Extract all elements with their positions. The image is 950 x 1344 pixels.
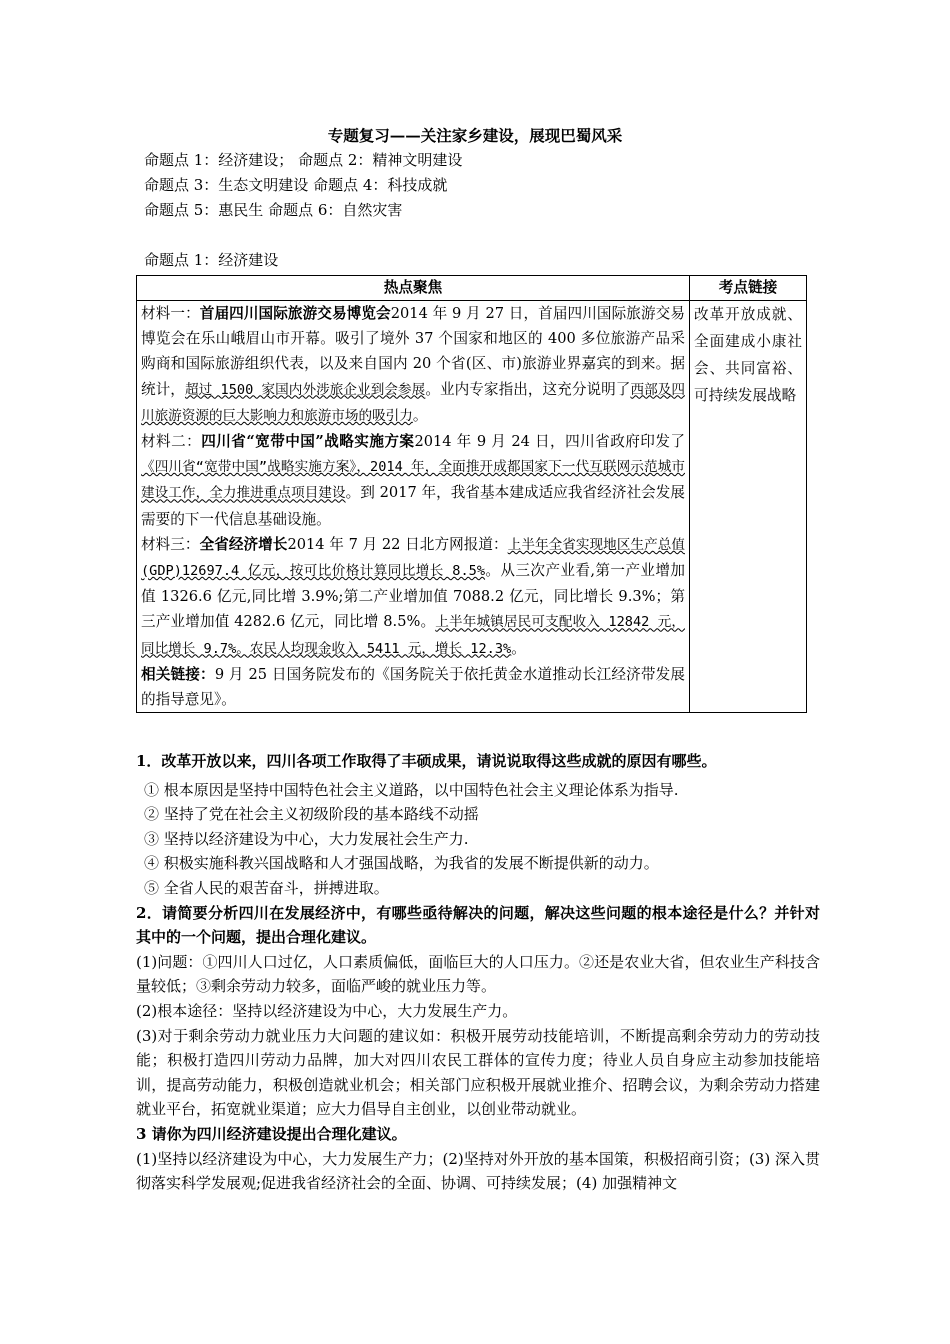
material-topic: 首届四川国际旅游交易博览会 — [199, 305, 391, 322]
answer-item: (3)对于剩余劳动力就业压力大问题的建议如：积极开展劳动技能培训，不断提高剩余劳动力的劳动技能；积极打造四川劳动力品牌，加大对四川农民工群体的宣传力度；待业人员自身应主动参加技能培训，提高劳动能力，积极创造就业机会；相关部门应积极开展就业推介、招聘会议，为剩余劳动力搭建就业平台，拓宽就业渠道；应大力倡导自主创业，以创业带动就业。 — [136, 1026, 820, 1119]
answer-item: ① 根本原因是坚持中国特色社会主义道路，以中国特色社会主义理论体系为指导. — [144, 780, 679, 799]
underlined-text: 《四川省“宽带中国”战略实施方案》，2014 年，全面推开成都国家下一代互联网示范城市建设工作，全力推进重点项目建设 — [141, 459, 685, 502]
material-label: 材料三： — [141, 535, 200, 553]
underlined-text: 超过 1500 家国内外涉旅企业到会参展 — [184, 381, 426, 398]
question-2: 2．请简要分析四川在发展经济中，有哪些亟待解决的问题，解决这些问题的根本途径是什么？并针对其中的一个问题，提出合理化建议。 — [136, 903, 820, 947]
underlined-text: 上半年全省实现地区生产总值(GDP)12697.4 亿元，按可比价格计算同比增长 8.5% — [141, 536, 685, 580]
topic-point-line: 命题点 1：经济建设； 命题点 2：精神文明建设 — [144, 151, 463, 169]
answer-item: ⑤ 全省人民的艰苦奋斗，拼搏进取。 — [144, 878, 389, 897]
underlined-text: 上半年城镇居民可支配收入 12842 元，同比增长 9.7%。农民人均现金收入 5411 元，增长 12.3% — [141, 614, 685, 657]
answer-item: ③ 坚持以经济建设为中心，大力发展社会生产力. — [144, 829, 469, 848]
material-text: 。 — [412, 406, 428, 424]
material-1 — [141, 301, 685, 429]
material-topic: 全省经济增长 — [199, 535, 288, 553]
answer-item: ④ 积极实施科教兴国战略和人才强国战略，为我省的发展不断提供新的动力。 — [144, 854, 659, 873]
material-text: 。到 2017 年，我省基本建成适应我省经济社会发展需要的下一代信息基础设施。 — [141, 484, 685, 528]
topic-point-line: 命题点 3：生态文明建设 命题点 4：科技成就 — [144, 176, 448, 194]
topic-point-line: 命题点 5：惠民生 命题点 6：自然灾害 — [144, 201, 403, 219]
answer-item: ② 坚持了党在社会主义初级阶段的基本路线不动摇 — [144, 805, 479, 824]
question-1: 1．改革开放以来，四川各项工作取得了丰硕成果，请说说取得这些成就的原因有哪些。 — [136, 752, 717, 770]
hot-focus-header: 热点聚焦 — [137, 276, 690, 301]
answer-item: (1)问题：①四川人口过亿，人口素质偏低，面临巨大的人口压力。②还是农业大省，但农业生产科技含量较低；③剩余劳动力较多，面临严峻的就业压力等。 — [136, 952, 820, 996]
materials-cell — [137, 301, 690, 713]
questions-section — [136, 749, 820, 1196]
hot-topics-table — [136, 275, 807, 713]
related-text: 9 月 25 日国务院发布的《国务院关于依托黄金水道推动长江经济带发展的指导意见》。 — [141, 665, 685, 709]
material-2 — [141, 429, 685, 532]
exam-link-header: 考点链接 — [690, 276, 807, 301]
material-text: 。业内专家指出，这充分说明了 — [425, 380, 631, 398]
material-label: 材料一： — [141, 305, 200, 322]
table-header-row — [137, 276, 807, 301]
material-text: 2014 年 9 月 24 日，四川省政府印发了 — [414, 433, 685, 451]
answer-item: (2)根本途径：坚持以经济建设为中心，大力发展生产力。 — [136, 1001, 518, 1020]
material-text: 2014 年 7 月 22 日北方网报道： — [287, 535, 508, 553]
material-label: 材料二： — [141, 433, 202, 451]
section-heading: 命题点 1：经济建设 — [144, 251, 279, 269]
document-title: 专题复习——关注家乡建设，展现巴蜀风采 — [327, 126, 623, 145]
underlined-text: 西部及四川旅游资源的巨大影响力和旅游市场的吸引力 — [141, 381, 685, 424]
related-link — [141, 662, 685, 712]
material-text: 2014 年 9 月 27 日，首届四川国际旅游交易博览会在乐山峨眉山市开幕。吸引了境外 37 个国家和地区的 400 多位旅游产品采购商和国际旅游组织代表，以及来自国内 20 个省(区、市)旅游业界嘉宾的到来。据统计， — [141, 305, 685, 398]
exam-link-cell: 改革开放成就、全面建成小康社会、共同富裕、可持续发展战略 — [690, 301, 807, 713]
material-text: 。从三次产业看,第一产业增加值 1326.6 亿元,同比增 3.9%;第二产业增加值 7088.2 亿元，同比增长 9.3%；第三产业增加值 4282.6 亿元，同比增 8.5%。 — [141, 562, 685, 631]
material-text: 。 — [511, 639, 526, 657]
table-row — [137, 301, 807, 713]
question-3: 3 请你为四川经济建设提出合理化建议。 — [136, 1124, 407, 1143]
material-topic: 四川省“宽带中国”战略实施方案 — [201, 433, 415, 451]
related-label: 相关链接： — [141, 665, 215, 683]
answer-item: (1)坚持以经济建设为中心，大力发展生产力；(2)坚持对外开放的基本国策，积极招商引资；(3) 深入贯彻落实科学发展观;促进我省经济社会的全面、协调、可持续发展；(4) 加强精神文 — [136, 1149, 820, 1193]
material-3 — [141, 532, 685, 662]
